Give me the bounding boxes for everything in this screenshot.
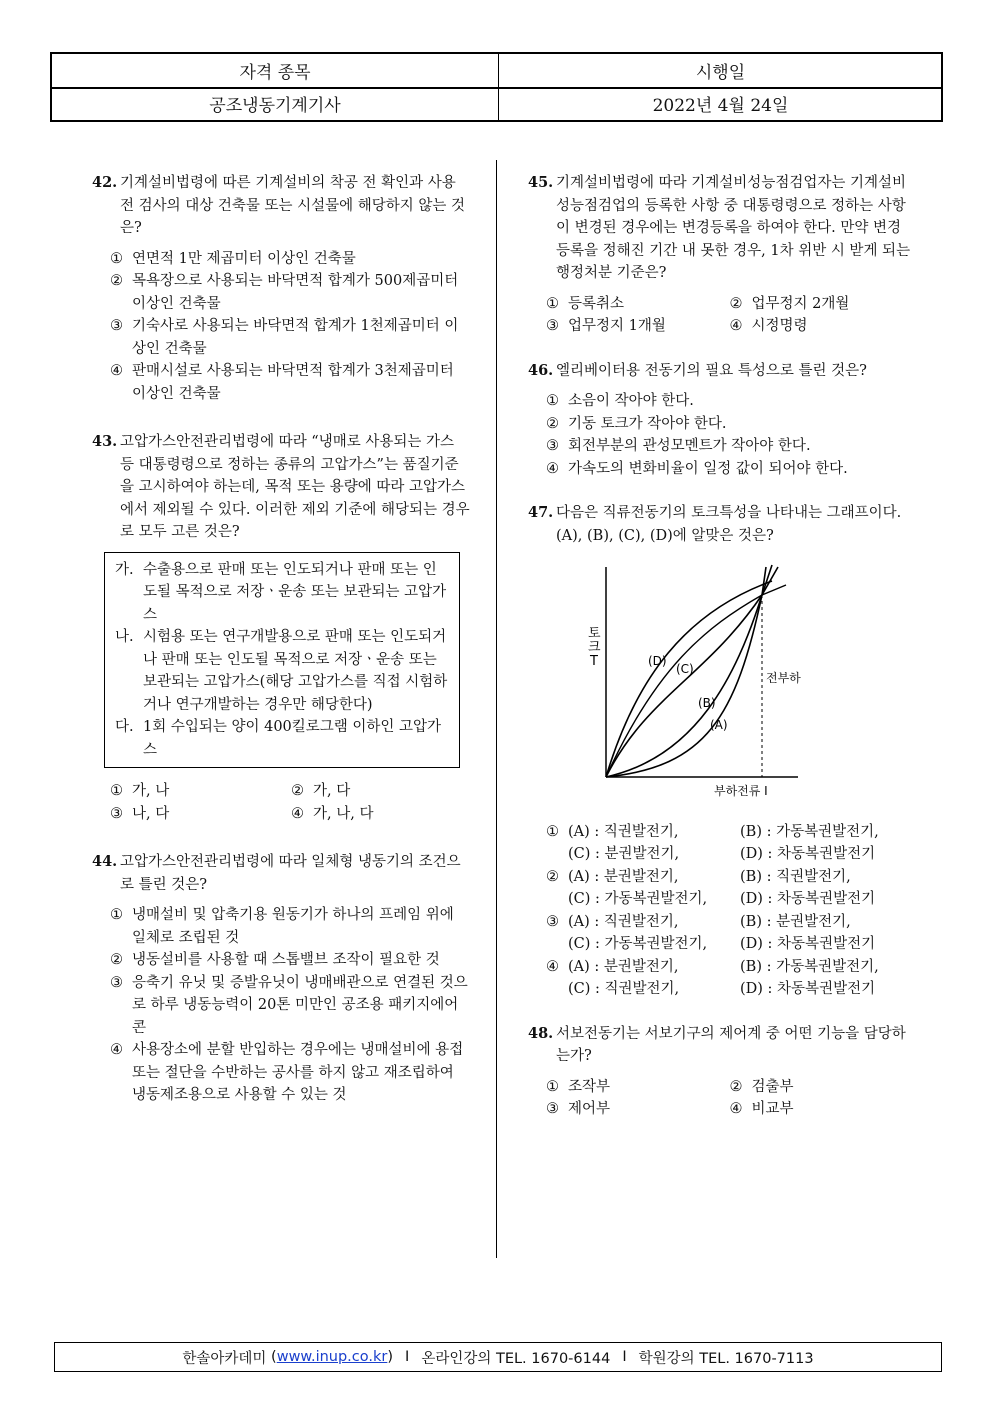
option-text: (C) : 분권발전기, bbox=[568, 846, 680, 862]
condition-text: 시험용 또는 연구개발용으로 판매 또는 인도되거나 판매 또는 인도될 목적으로 저장ㆍ운송 또는 보관되는 고압가스(해당 고압가스를 직접 시험하거나 연구개발하는 경우만 해당한다) bbox=[143, 629, 448, 713]
option-text: (C) : 가동복권발전기, bbox=[568, 891, 708, 907]
y-axis-label: 토 크 T bbox=[588, 626, 601, 669]
exam-subject: 공조냉동기계기사 bbox=[52, 87, 499, 120]
offline-lecture-phone: 학원강의 TEL. 1670-7113 bbox=[638, 1350, 814, 1367]
option-mark: ④ bbox=[110, 1042, 123, 1058]
answer-option[interactable] bbox=[546, 315, 730, 338]
question-stem: 고압가스안전관리법령에 따라 일체형 냉동기의 조건으로 틀린 것은? bbox=[120, 854, 461, 893]
option-mark: ① bbox=[546, 1078, 559, 1095]
option-text: (B) : 분권발전기, bbox=[740, 913, 851, 930]
question-42 bbox=[92, 172, 472, 405]
option-text: 가, 나 bbox=[132, 783, 170, 799]
question-stem: 기계설비법령에 따른 기계설비의 착공 전 확인과 사용 전 검사의 대상 건축물 또는 시설물에 해당하지 않는 것은? bbox=[120, 175, 466, 236]
answer-option[interactable] bbox=[291, 803, 472, 826]
option-mark: ① bbox=[546, 823, 559, 840]
option-text: 판매시설로 사용되는 바닥면적 합계가 3천제곱미터 이상인 건축물 bbox=[132, 363, 454, 402]
answer-options bbox=[528, 293, 913, 338]
question-45 bbox=[528, 172, 913, 338]
url-close-paren: ) bbox=[387, 1349, 394, 1365]
option-text: (D) : 차동복권발전기 bbox=[740, 981, 876, 997]
answer-option[interactable] bbox=[546, 390, 913, 413]
option-text: (B) : 직권발전기, bbox=[740, 868, 851, 885]
option-mark: ① bbox=[546, 295, 559, 312]
answer-option[interactable] bbox=[110, 248, 472, 271]
option-text: (B) : 가동복권발전기, bbox=[740, 958, 879, 975]
exam-header-table bbox=[50, 52, 943, 122]
answer-option[interactable] bbox=[110, 315, 472, 360]
online-lecture-phone: 온라인강의 TEL. 1670-6144 bbox=[421, 1350, 611, 1367]
option-text: 등록취소 bbox=[568, 295, 625, 312]
answer-option[interactable] bbox=[546, 293, 730, 316]
answer-option[interactable] bbox=[110, 780, 291, 803]
answer-option[interactable] bbox=[110, 1039, 472, 1107]
question-number: 48. bbox=[528, 1024, 554, 1042]
question-47 bbox=[528, 502, 913, 1001]
option-text: 시정명령 bbox=[751, 318, 808, 334]
answer-option[interactable] bbox=[546, 435, 913, 458]
answer-option[interactable] bbox=[546, 1098, 730, 1121]
academy-name: 한솔아카데미 bbox=[182, 1350, 267, 1367]
answer-option[interactable] bbox=[546, 458, 913, 481]
answer-option[interactable] bbox=[291, 780, 472, 803]
option-mark: ② bbox=[110, 952, 123, 968]
exam-date: 2022년 4월 24일 bbox=[652, 96, 789, 116]
option-text: 가속도의 변화비율이 일정 값이 되어야 한다. bbox=[568, 460, 848, 477]
question-stem: 다음은 직류전동기의 토크특성을 나타내는 그래프이다. (A), (B), (C), (D)에 알맞은 것은? bbox=[556, 505, 902, 544]
option-text: 업무정지 2개월 bbox=[751, 295, 850, 312]
option-mark: ③ bbox=[546, 318, 559, 334]
header-row-titles bbox=[52, 54, 941, 89]
question-48 bbox=[528, 1023, 913, 1121]
answer-option[interactable] bbox=[110, 949, 472, 972]
answer-option[interactable] bbox=[730, 315, 914, 338]
option-text: (A) : 직권발전기, bbox=[568, 913, 679, 930]
option-mark: ③ bbox=[546, 438, 559, 454]
answer-option[interactable] bbox=[730, 1098, 914, 1121]
question-number: 43. bbox=[92, 433, 118, 450]
option-text: 비교부 bbox=[751, 1101, 794, 1117]
condition-text: 1회 수입되는 양이 400킬로그램 이하인 고압가스 bbox=[143, 719, 442, 758]
condition-item bbox=[115, 716, 449, 761]
option-mark: ③ bbox=[546, 913, 559, 930]
separator: I bbox=[622, 1349, 627, 1365]
option-text: (C) : 직권발전기, bbox=[568, 981, 680, 997]
option-text: (A) : 분권발전기, bbox=[568, 868, 679, 885]
option-text: 회전부분의 관성모멘트가 작아야 한다. bbox=[568, 438, 811, 454]
option-mark: ④ bbox=[546, 460, 559, 477]
answer-options bbox=[92, 248, 472, 406]
option-mark: ① bbox=[110, 783, 123, 799]
option-text: 제어부 bbox=[568, 1101, 611, 1117]
option-text: 업무정지 1개월 bbox=[568, 318, 666, 334]
question-stem: 기계설비법령에 따라 기계설비성능점검업자는 기계설비성능점검업의 등록한 사항 중 대통령령으로 정하는 사항이 변경된 경우에는 변경등록을 하여야 한다. 만약 변경등록을 정해진 기간 내 못한 경우, 1차 위반 시 받게 되는 행정처분 기준은? bbox=[556, 175, 911, 281]
condition-box bbox=[104, 552, 460, 769]
option-text: 응축기 유닛 및 증발유닛이 냉매배관으로 연결된 것으로 하루 냉동능력이 20톤 미만인 공조용 패키지에어콘 bbox=[132, 974, 468, 1036]
question-stem: 고압가스안전관리법령에 따라 “냉매로 사용되는 가스 등 대통령령으로 정하는 종류의 고압가스”는 품질기준을 고시하여야 하는데, 목적 또는 용량에 따라 고압가스에서 제외될 수 있다. 이러한 제외 기준에 해당되는 경우로 모두 고른 것은? bbox=[120, 434, 470, 540]
option-mark: ④ bbox=[110, 363, 123, 379]
option-mark: ① bbox=[110, 907, 123, 923]
condition-item bbox=[115, 626, 449, 716]
option-mark: ② bbox=[291, 783, 304, 799]
curve-label-a: (A) bbox=[710, 718, 728, 732]
option-mark: ④ bbox=[729, 1101, 743, 1117]
option-text: 연면적 1만 제곱미터 이상인 건축물 bbox=[132, 250, 356, 267]
answer-options bbox=[92, 904, 472, 1107]
question-number: 42. bbox=[92, 174, 118, 191]
header-row-values bbox=[52, 87, 941, 120]
curve-label-c: (C) bbox=[676, 662, 694, 676]
option-text: 기숙사로 사용되는 바닥면적 합계가 1천제곱미터 이상인 건축물 bbox=[132, 318, 459, 357]
option-mark: ① bbox=[110, 250, 123, 267]
answer-option[interactable] bbox=[110, 904, 472, 949]
answer-option[interactable] bbox=[546, 413, 913, 436]
question-46 bbox=[528, 360, 913, 481]
answer-options bbox=[528, 390, 913, 480]
option-text: (D) : 차동복권발전기 bbox=[740, 891, 876, 907]
option-mark: ④ bbox=[546, 958, 559, 975]
condition-key: 가. bbox=[115, 561, 134, 578]
option-mark: ④ bbox=[729, 318, 743, 334]
x-axis-label: 부하전류 I bbox=[714, 784, 768, 797]
option-text: (A) : 직권발전기, bbox=[568, 823, 679, 840]
option-text: 가, 다 bbox=[313, 783, 351, 799]
question-number: 44. bbox=[92, 853, 118, 870]
option-mark: ③ bbox=[110, 974, 123, 991]
answer-option[interactable] bbox=[730, 1076, 914, 1099]
answer-options bbox=[528, 821, 913, 1001]
option-text: 목욕장으로 사용되는 바닥면적 합계가 500제곱미터 이상인 건축물 bbox=[132, 273, 459, 312]
option-mark: ③ bbox=[546, 1101, 559, 1117]
question-44 bbox=[92, 851, 472, 1107]
option-mark: ② bbox=[110, 273, 123, 289]
answer-option[interactable] bbox=[546, 821, 913, 866]
answer-option[interactable] bbox=[546, 866, 913, 911]
torque-characteristic-graph bbox=[586, 557, 806, 797]
option-text: 냉매설비 및 압축기용 원동기가 하나의 프레임 위에 일체로 조립된 것 bbox=[132, 907, 454, 946]
answer-options bbox=[528, 1076, 913, 1121]
answer-option[interactable] bbox=[546, 956, 913, 1001]
option-text: (B) : 가동복권발전기, bbox=[740, 823, 879, 840]
answer-option[interactable] bbox=[110, 270, 472, 315]
answer-option[interactable] bbox=[730, 293, 914, 316]
option-text: 나, 다 bbox=[132, 805, 170, 822]
option-mark: ② bbox=[546, 868, 559, 885]
option-mark: ④ bbox=[291, 805, 304, 822]
option-text: 검출부 bbox=[751, 1078, 794, 1095]
curve-label-b: (B) bbox=[698, 696, 716, 710]
answer-options bbox=[92, 780, 472, 825]
curve-d bbox=[606, 581, 772, 777]
condition-key: 다. bbox=[115, 719, 134, 735]
url-open-paren: ( bbox=[266, 1349, 277, 1365]
option-text: 사용장소에 분할 반입하는 경우에는 냉매설비에 용접 또는 절단을 수반하는 공사를 하지 않고 재조립하여 냉동제조용으로 사용할 수 있는 것 bbox=[132, 1042, 464, 1103]
curve-label-d: (D) bbox=[648, 654, 667, 668]
column-divider bbox=[496, 160, 497, 1258]
answer-option[interactable] bbox=[110, 972, 472, 1040]
option-mark: ① bbox=[546, 393, 559, 409]
option-text: (D) : 차동복권발전기 bbox=[740, 936, 876, 952]
condition-key: 나. bbox=[115, 629, 134, 645]
right-column bbox=[528, 172, 913, 1139]
option-text: 조작부 bbox=[568, 1078, 611, 1095]
option-mark: ② bbox=[546, 415, 559, 432]
academy-website-link[interactable]: www.inup.co.kr bbox=[276, 1349, 388, 1365]
curve-shunt bbox=[606, 585, 786, 777]
option-text: 냉동설비를 사용할 때 스톱밸브 조작이 필요한 것 bbox=[132, 952, 440, 968]
answer-option[interactable] bbox=[546, 911, 913, 956]
option-text: (C) : 가동복권발전기, bbox=[568, 936, 708, 952]
date-column-title: 시행일 bbox=[695, 63, 746, 83]
option-mark: ② bbox=[729, 295, 743, 312]
condition-text: 수출용으로 판매 또는 인도되거나 판매 또는 인도될 목적으로 저장ㆍ운송 또는 보관되는 고압가스 bbox=[143, 561, 447, 623]
option-text: 기동 토크가 작아야 한다. bbox=[568, 415, 727, 432]
condition-item bbox=[115, 559, 449, 627]
option-mark: ③ bbox=[110, 318, 123, 334]
question-number: 46. bbox=[528, 361, 554, 379]
question-stem: 서보전동기는 서보기구의 제어계 중 어떤 기능을 담당하는가? bbox=[556, 1025, 906, 1064]
question-number: 45. bbox=[528, 174, 554, 191]
full-load-label: 전부하 bbox=[766, 671, 801, 685]
question-stem: 엘리베이터용 전동기의 필요 특성으로 틀린 것은? bbox=[556, 362, 867, 379]
option-mark: ③ bbox=[110, 805, 123, 822]
option-text: (D) : 차동복권발전기 bbox=[740, 846, 876, 862]
option-text: 소음이 작아야 한다. bbox=[568, 393, 694, 409]
answer-option[interactable] bbox=[110, 360, 472, 405]
answer-option[interactable] bbox=[546, 1076, 730, 1099]
question-number: 47. bbox=[528, 504, 554, 521]
separator: I bbox=[405, 1349, 410, 1365]
option-text: (A) : 분권발전기, bbox=[568, 958, 679, 975]
option-mark: ② bbox=[729, 1078, 743, 1095]
footer-bar bbox=[54, 1342, 942, 1372]
question-43 bbox=[92, 431, 472, 825]
answer-option[interactable] bbox=[110, 803, 291, 826]
subject-column-title: 자격 종목 bbox=[52, 54, 499, 87]
option-text: 가, 나, 다 bbox=[313, 805, 374, 822]
left-column bbox=[92, 172, 472, 1125]
